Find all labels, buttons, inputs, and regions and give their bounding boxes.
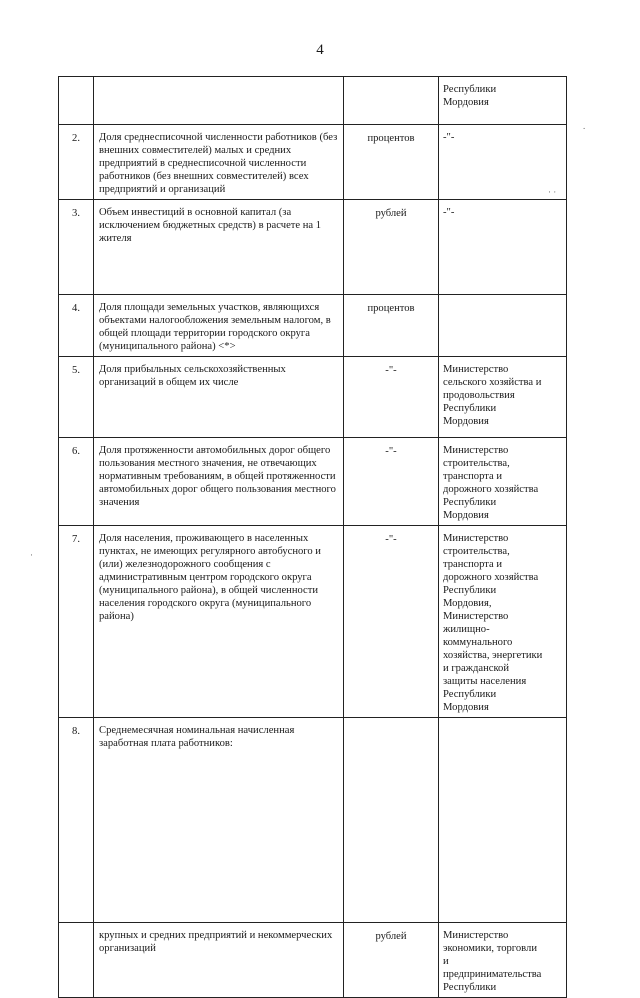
responsible-body-line: коммунального: [443, 637, 513, 648]
row-number: [59, 77, 94, 125]
indicator-name: Доля площади земельных участков, являющихся объектами налогообложения земельным налогом, в общей площади территории городского округа (муниципального района) <*>: [94, 295, 344, 357]
responsible-body-line: предпринимательства: [443, 969, 542, 980]
unit-of-measure: -"-: [344, 526, 439, 718]
responsible-body: [439, 718, 567, 923]
unit-of-measure: -"-: [344, 357, 439, 438]
indicator-name: Объем инвестиций в основной капитал (за исключением бюджетных средств) в расчете на 1 жителя: [94, 200, 344, 295]
row-number: 6.: [59, 438, 94, 526]
responsible-body-line: дорожного хозяйства: [443, 572, 539, 583]
unit-of-measure: [344, 77, 439, 125]
page-number: 4: [316, 42, 324, 58]
responsible-body: [439, 77, 567, 125]
responsible-body-line: строительства,: [443, 458, 510, 469]
responsible-body-line: и гражданской: [443, 663, 510, 674]
responsible-body-line: Республики: [443, 84, 497, 95]
responsible-body-line: Министерство: [443, 611, 509, 622]
responsible-body-line: дорожного хозяйства: [443, 484, 539, 495]
table-row: [59, 923, 567, 998]
row-number: 8.: [59, 718, 94, 923]
row-number: 7.: [59, 526, 94, 718]
responsible-body-line: сельского хозяйства и: [443, 377, 542, 388]
table-row: [59, 357, 567, 438]
responsible-body-line: Министерство: [443, 930, 509, 941]
responsible-body-line: Мордовия: [443, 416, 489, 427]
scan-speck: · ·: [548, 187, 557, 197]
row-number: 4.: [59, 295, 94, 357]
row-number: 5.: [59, 357, 94, 438]
indicators-table: [58, 76, 567, 998]
responsible-body-line: Мордовия: [443, 510, 489, 521]
table-row: [59, 200, 567, 295]
table-row: [59, 438, 567, 526]
scan-speck: ·: [30, 550, 33, 560]
unit-of-measure: рублей: [344, 923, 439, 998]
responsible-body-line: продовольствия: [443, 390, 515, 401]
scan-speck: .: [583, 121, 586, 131]
indicator-name: [94, 77, 344, 125]
responsible-body-line: -"-: [443, 132, 455, 143]
responsible-body-line: Республики: [443, 585, 497, 596]
row-number: 2.: [59, 125, 94, 200]
responsible-body-line: Мордовия: [443, 702, 489, 713]
table-row: [59, 125, 567, 200]
unit-of-measure: процентов: [344, 295, 439, 357]
indicators-table-body: [59, 77, 567, 998]
responsible-body: [439, 357, 567, 438]
responsible-body-line: -"-: [443, 207, 455, 218]
responsible-body: [439, 438, 567, 526]
indicator-name: Доля населения, проживающего в населенных пунктах, не имеющих регулярного автобусного и (или) железнодорожного сообщения с административным центром городского округа (муниципального района), в общей численности населения городского округа (муниципального района): [94, 526, 344, 718]
responsible-body: [439, 526, 567, 718]
indicator-name: Среднемесячная номинальная начисленная заработная плата работников:: [94, 718, 344, 923]
responsible-body-line: Республики: [443, 982, 497, 993]
responsible-body-line: защиты населения: [443, 676, 527, 687]
row-number: [59, 923, 94, 998]
row-number: 3.: [59, 200, 94, 295]
indicator-name: Доля протяженности автомобильных дорог общего пользования местного значения, не отвечающих нормативным требованиям, в общей протяженности автомобильных дорог общего пользования местного значения: [94, 438, 344, 526]
responsible-body-line: Мордовия: [443, 97, 489, 108]
responsible-body-line: Мордовия,: [443, 598, 492, 609]
responsible-body-line: Республики: [443, 497, 497, 508]
unit-of-measure: процентов: [344, 125, 439, 200]
indicator-name: Доля прибыльных сельскохозяйственных организаций в общем их числе: [94, 357, 344, 438]
responsible-body-line: хозяйства, энергетики: [443, 650, 543, 661]
responsible-body-line: Министерство: [443, 364, 509, 375]
responsible-body-line: и: [443, 956, 449, 967]
responsible-body-line: транспорта и: [443, 471, 503, 482]
table-row: [59, 77, 567, 125]
responsible-body-line: Министерство: [443, 533, 509, 544]
responsible-body-line: транспорта и: [443, 559, 503, 570]
responsible-body-line: строительства,: [443, 546, 510, 557]
table-row: [59, 526, 567, 718]
responsible-body-line: Министерство: [443, 445, 509, 456]
table-row: [59, 295, 567, 357]
indicator-name: крупных и средних предприятий и некоммерческих организаций: [94, 923, 344, 998]
unit-of-measure: -"-: [344, 438, 439, 526]
responsible-body: [439, 295, 567, 357]
responsible-body-line: жилищно-: [443, 624, 490, 635]
indicator-name: Доля среднесписочной численности работников (без внешних совместителей) малых и средних предприятий в среднесписочной численности работников (без внешних совместителей) всех предприятий и организаций: [94, 125, 344, 200]
responsible-body-line: экономики, торговли: [443, 943, 537, 954]
table-row: [59, 718, 567, 923]
responsible-body-line: Республики: [443, 689, 497, 700]
responsible-body: [439, 923, 567, 998]
unit-of-measure: рублей: [344, 200, 439, 295]
unit-of-measure: [344, 718, 439, 923]
responsible-body-line: Республики: [443, 403, 497, 414]
responsible-body: [439, 200, 567, 295]
